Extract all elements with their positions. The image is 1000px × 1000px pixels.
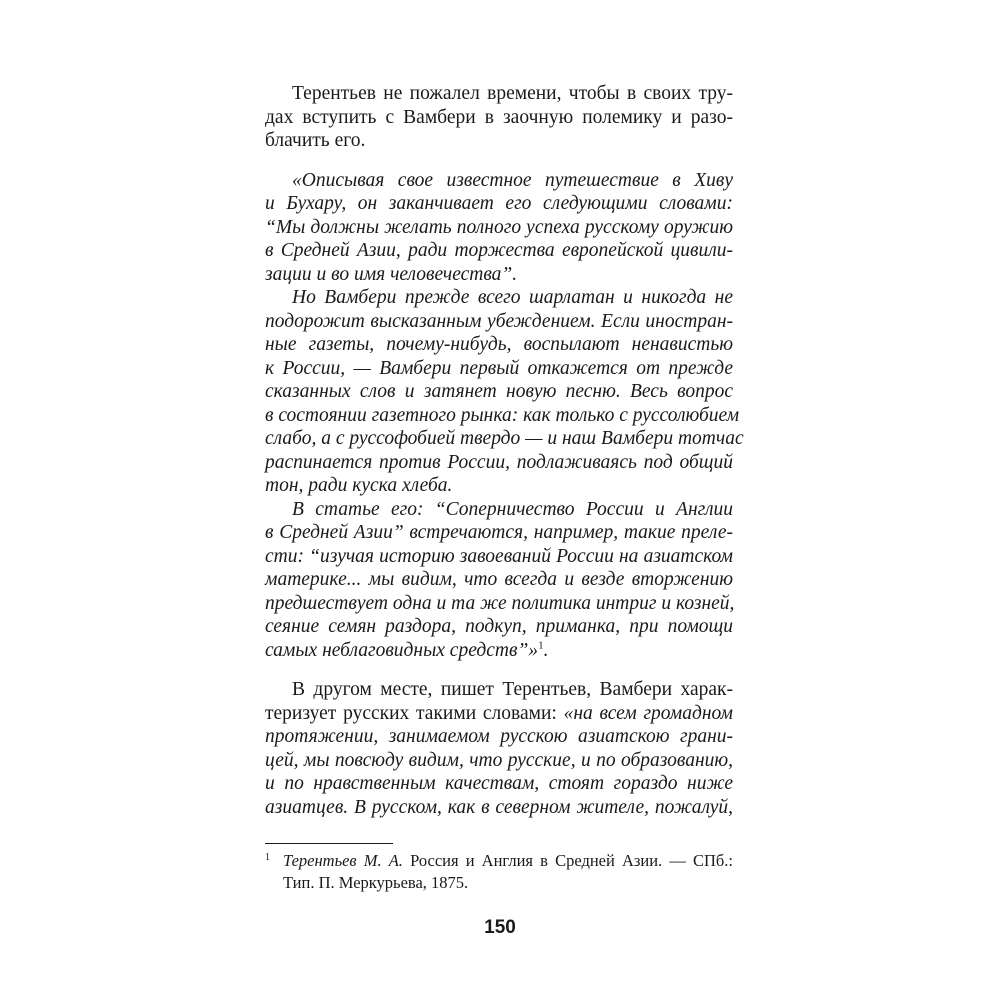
footnote-line (265, 850, 733, 872)
text-line: Но Вамбери прежде всего шарлатан и никогда не (292, 287, 733, 308)
text-line: тон, ради куска хлеба. (265, 475, 453, 496)
text-line: «Описывая свое известное путешествие в Хиву (292, 169, 733, 191)
text-line: подорожит высказанным убеждением. Если иностран- (265, 310, 733, 332)
text-line: цей, мы повсюду видим, что русские, и по образованию, (265, 749, 733, 771)
text-line: В статье его: “Соперничество России и Англии (292, 498, 733, 520)
footnote-marker: 1 (265, 852, 270, 863)
quote-block (265, 169, 744, 663)
text-line: и Бухару, он заканчивает его следующими словами: (265, 193, 733, 214)
text-line: “Мы должны желать полного успеха русскому оружию (265, 216, 733, 238)
quote-fragment: «на всем громадном (563, 702, 733, 724)
text-line: дах вступить с Вамбери в заочную полемику и разо- (265, 106, 733, 128)
text-line: слабо, а с руссофобией твердо — и наш Вамбери тотчас (265, 428, 744, 449)
text-line: Терентьев не пожалел времени, чтобы в своих тру- (292, 83, 733, 104)
text-line: сти: “изучая историю завоеваний России на азиатском (265, 545, 733, 567)
footnote-title: Россия и Англия в Средней Азии. — СПб.: (402, 851, 733, 870)
paragraph-gap (265, 662, 733, 678)
text-line: к России, — Вамбери первый откажется от прежде (265, 357, 733, 379)
footnote-line: Тип. П. Меркурьева, 1875. (283, 873, 469, 892)
page-number: 150 (484, 917, 516, 938)
text-line: в Средней Азии, ради торжества европейской цивили- (265, 240, 733, 261)
text-line: материке... мы видим, что всегда и везде вторжению (265, 569, 733, 590)
quote-end-text: самых неблаговидных средств”» (265, 639, 539, 661)
footnote-divider (265, 843, 393, 844)
text-line: распинается против России, подлаживаясь под общий (265, 451, 733, 473)
text-line: протяжении, занимаемом русскою азиатскою грани- (265, 726, 733, 747)
paragraph-gap (265, 153, 733, 169)
text-line: сказанных слов и затянет новую песню. Весь вопрос (265, 381, 733, 402)
paragraph (265, 82, 733, 153)
paragraph (265, 678, 733, 819)
text-line: азиатцев. В русском, как в северном жителе, пожалуй, (265, 796, 733, 818)
text-line: в Средней Азии” встречаются, например, такие преле- (265, 522, 733, 543)
text-line (265, 702, 733, 726)
footnote-reference[interactable]: 1 (538, 639, 544, 651)
text-line: зации и во имя человечества”. (265, 263, 518, 285)
text-line: и по нравственным качествам, стоят гораздо ниже (265, 773, 733, 794)
text-line: ные газеты, почему-нибудь, воспылают ненавистью (265, 334, 733, 355)
footnote (265, 850, 733, 894)
text-line: предшествует одна и та же политика интриг и козней, (265, 592, 735, 614)
text-line: в состоянии газетного рынка: как только с руссолюбием (265, 404, 740, 426)
text-line: блачить его. (265, 130, 366, 151)
text-line: сеяние семян раздора, подкуп, приманка, при помощи (265, 616, 733, 637)
page-body (265, 82, 744, 819)
footnote-author: Терентьев М. А. (283, 851, 403, 870)
text-fragment: теризует русских такими словами: (265, 702, 564, 724)
text-line: В другом месте, пишет Терентьев, Вамбери харак- (292, 679, 733, 700)
text-line: самых неблаговидных средств”»$^1$. (265, 639, 549, 661)
